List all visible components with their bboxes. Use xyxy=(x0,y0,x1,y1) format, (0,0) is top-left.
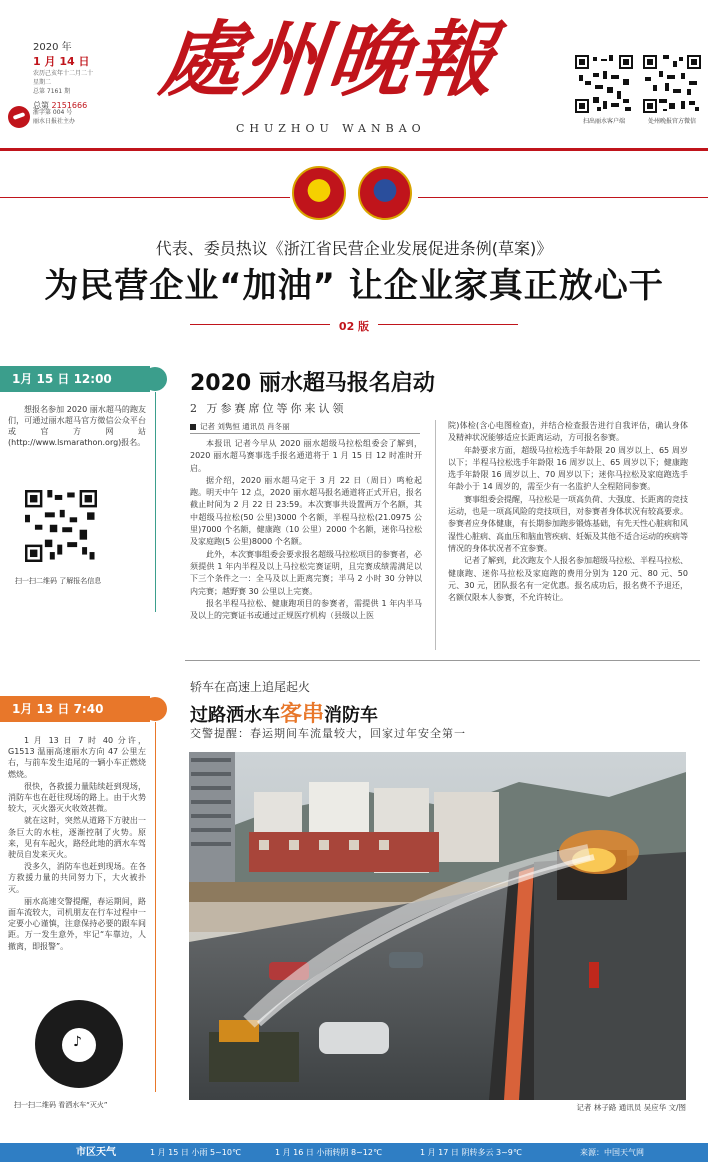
date-weekday: 星期二 xyxy=(33,79,52,86)
publisher-info xyxy=(33,108,75,126)
lead-kicker: 代表、委员热议《浙江省民营企业发展促进条例(草案)》 xyxy=(155,239,553,258)
paragraph: 1 月 13 日 7 时 40 分许，G1513 温丽高速丽水方向 47 公里左右，与前车发生追尾的一辆小车正燃烧燃烧。 xyxy=(8,736,146,779)
qr-code-icon[interactable] xyxy=(643,55,701,113)
date-day: 1 月 14 日 xyxy=(33,55,90,68)
qr-right-caption: 处州晚报官方微信 xyxy=(647,118,696,125)
publisher: 丽水日报社主办 xyxy=(33,118,76,125)
time-tag-marathon: 1月 15 日 12:00 xyxy=(0,366,150,392)
marathon-column-2 xyxy=(448,420,688,604)
paragraph: 赛事组委会提醒，马拉松是一项高负荷、大强度、长距离的竞技运动，也是一项高风险的竞技项目，对参赛者身体状况有较高要求。参赛者应身体健康，有长期参加跑步锻炼基础，有先天性心脏病和风湿性心脏病、高血压和脑血管疾病、妊娠及其他不适合运动的疾病等情况的身体状况者不宜参赛。 xyxy=(448,494,688,553)
masthead xyxy=(0,0,708,150)
lead-headline[interactable]: 为民营企业“加油” 让企业家真正放心干 xyxy=(44,266,664,306)
byline-text: 记者 刘隽恒 通讯员 肖冬丽 xyxy=(200,422,290,431)
accident-photo xyxy=(189,752,686,1100)
date-year: 2020 年 xyxy=(33,42,72,53)
title-part: 过路洒水车 xyxy=(190,705,280,726)
title-part: 消防车 xyxy=(324,705,379,726)
douyin-logo-icon: ♪ xyxy=(62,1028,96,1062)
paragraph: 丽水高速交警提醒，春运期间，路面车流较大，司机朋友在行车过程中一定要小心谨慎，注意保持必要的跟车间距。万一发生意外，牢记“车靠边，人撤离，即报警”。 xyxy=(8,896,146,951)
weather-item: 1 月 15 日 小雨 5~10℃ xyxy=(150,1148,241,1157)
section-divider xyxy=(185,660,700,661)
weather-source: 来源：中国天气网 xyxy=(580,1148,644,1157)
page-ref-line-right xyxy=(378,324,518,325)
weather-bar xyxy=(0,1143,708,1162)
emblem-rule-right xyxy=(418,197,708,198)
title-highlight: 客串 xyxy=(280,702,325,727)
accident-title[interactable] xyxy=(190,697,378,728)
weather-label: 市区天气 xyxy=(76,1147,116,1158)
marathon-brief: 想报名参加 2020 丽水超马的跑友们，可通过丽水超马官方微信公众平台或官方网站(http://www.lsmarathon.org)报名。 xyxy=(8,405,146,447)
paragraph: 就在这时，突然从道路下方驶出一条巨大的水柱，逐渐控制了火势。原来，见有车起火，路经此地的洒水车驾驶员自发来灭火。 xyxy=(8,816,146,860)
newspaper-title-en: CHUZHOU WANBAO xyxy=(236,122,426,135)
timeline-dot xyxy=(143,697,167,721)
accident-subtitle: 交警提醒：春运期间车流量较大，回家过年安全第一 xyxy=(190,727,466,740)
qr-left-caption: 扫出丽水客户端 xyxy=(582,118,625,125)
paragraph: 院)体检(含心电图检查)，并结合检查报告进行自我评估，确认身体及精神状况能够适应长距离运动，方可报名参赛。 xyxy=(448,421,688,443)
paragraph: 很快，各救援力量陆续赶到现场，消防车也在赶往现场的路上。由于火势较大，灭火器灭火收效甚微。 xyxy=(8,781,146,814)
paragraph: 据介绍，2020 丽水超马定于 3 月 22 日（周日）鸣枪起跑。明天中午 12 点，2020 丽水超马报名通道将正式开启，报名截止时间为 2 月 22 日 23:59。本次赛事共设置两万个名额，其中超级马拉松(50 公里)3000 个名额，半程马拉松(21.0975 公里)7000 个名额，健康跑（10 公里）2000 个名额，迷你马拉松及家庭跑(5 公里)8000 个名额。 xyxy=(190,475,422,547)
emblem-rule-left xyxy=(0,197,290,198)
qr-code-icon[interactable] xyxy=(25,490,97,562)
marathon-subtitle: 2 万参赛席位等你来认领 xyxy=(190,402,347,415)
timeline-line xyxy=(155,722,156,1092)
marathon-byline xyxy=(190,421,420,434)
registration: 浙字第 004 号 xyxy=(33,109,73,116)
national-emblem-icon xyxy=(292,166,346,220)
photo-caption: 记者 林子路 通讯员 吴应华 文/图 xyxy=(576,1103,686,1112)
masthead-rule xyxy=(0,148,708,151)
paragraph: 年龄要求方面，超级马拉松选手年龄限 20 周岁以上、65 周岁以下；半程马拉松选手年龄限 16 周岁以上、65 周岁以下；健康跑选手年龄限 16 周岁以上、70 周岁以下；迷你马拉松及家庭跑选手年龄小于 14 周岁的，需至少有一名监护人全程陪同参赛。 xyxy=(448,445,688,492)
weather-item: 1 月 16 日 小雨转阴 8~12℃ xyxy=(275,1148,382,1157)
marathon-column-1 xyxy=(190,438,422,622)
total-number: 2151666 xyxy=(51,101,88,110)
page-ref[interactable]: 02 版 xyxy=(338,320,370,333)
marathon-title[interactable]: 2020 丽水超马报名启动 xyxy=(190,371,435,396)
accident-kicker: 轿车在高速上追尾起火 xyxy=(190,680,311,694)
timeline-line xyxy=(155,392,156,612)
paragraph: 记者了解到，此次跑友个人报名参加超级马拉松、半程马拉松、健康跑、迷你马拉松及家庭跑的费用分别为 120 元、80 元、50 元、30 元，团队报名有一定优惠。报名成功后，报名费不予退还，名额仅限本人参赛，不允许转让。 xyxy=(448,556,688,603)
total-label: 总第 xyxy=(33,101,49,110)
qr-code-icon[interactable] xyxy=(575,55,633,113)
issue-number: 总第 7161 期 xyxy=(33,88,71,95)
weather-item: 1 月 17 日 阴转多云 3~9℃ xyxy=(420,1148,522,1157)
cppcc-emblem-icon xyxy=(358,166,412,220)
timeline-dot xyxy=(143,367,167,391)
paragraph: 此外，本次赛事组委会要求报名超级马拉松项目的参赛者，必须提供 1 年内半程及以上马拉松完赛证明，且完赛成绩需满足以下三个条件之一：全马及以上距离完赛；半马 2 小时 30 分钟以内完赛；越野赛 30 公里以上完赛。 xyxy=(190,549,422,596)
byline-square-icon xyxy=(190,424,196,430)
newspaper-title: 處州晚報 xyxy=(154,12,502,108)
paragraph: 没多久，消防车也赶到现场。在各方救援力量的共同努力下，大火被扑灭。 xyxy=(8,862,146,894)
date-block xyxy=(33,38,133,111)
paragraph: 本报讯 记者今早从 2020 丽水超级马拉松组委会了解到，2020 丽水超马赛事选手报名通道将于 1 月 15 日 12 时准时开启。 xyxy=(190,439,422,473)
date-lunar: 农历己亥年十二月二十 xyxy=(33,70,94,77)
accident-brief xyxy=(8,735,146,953)
publisher-logo-icon xyxy=(8,106,30,128)
time-tag-accident: 1月 13 日 7:40 xyxy=(0,696,150,722)
paragraph: 报名半程马拉松、健康跑项目的参赛者，需提供 1 年内半马及以上的完赛证书或通过正规医疗机构（县级以上医 xyxy=(190,598,422,621)
column-divider xyxy=(435,420,436,650)
marathon-qr-caption: 扫一扫二维码 了解报名信息 xyxy=(15,577,102,585)
video-code-caption: 扫一扫二维码 看洒水车“灭火” xyxy=(14,1101,108,1109)
